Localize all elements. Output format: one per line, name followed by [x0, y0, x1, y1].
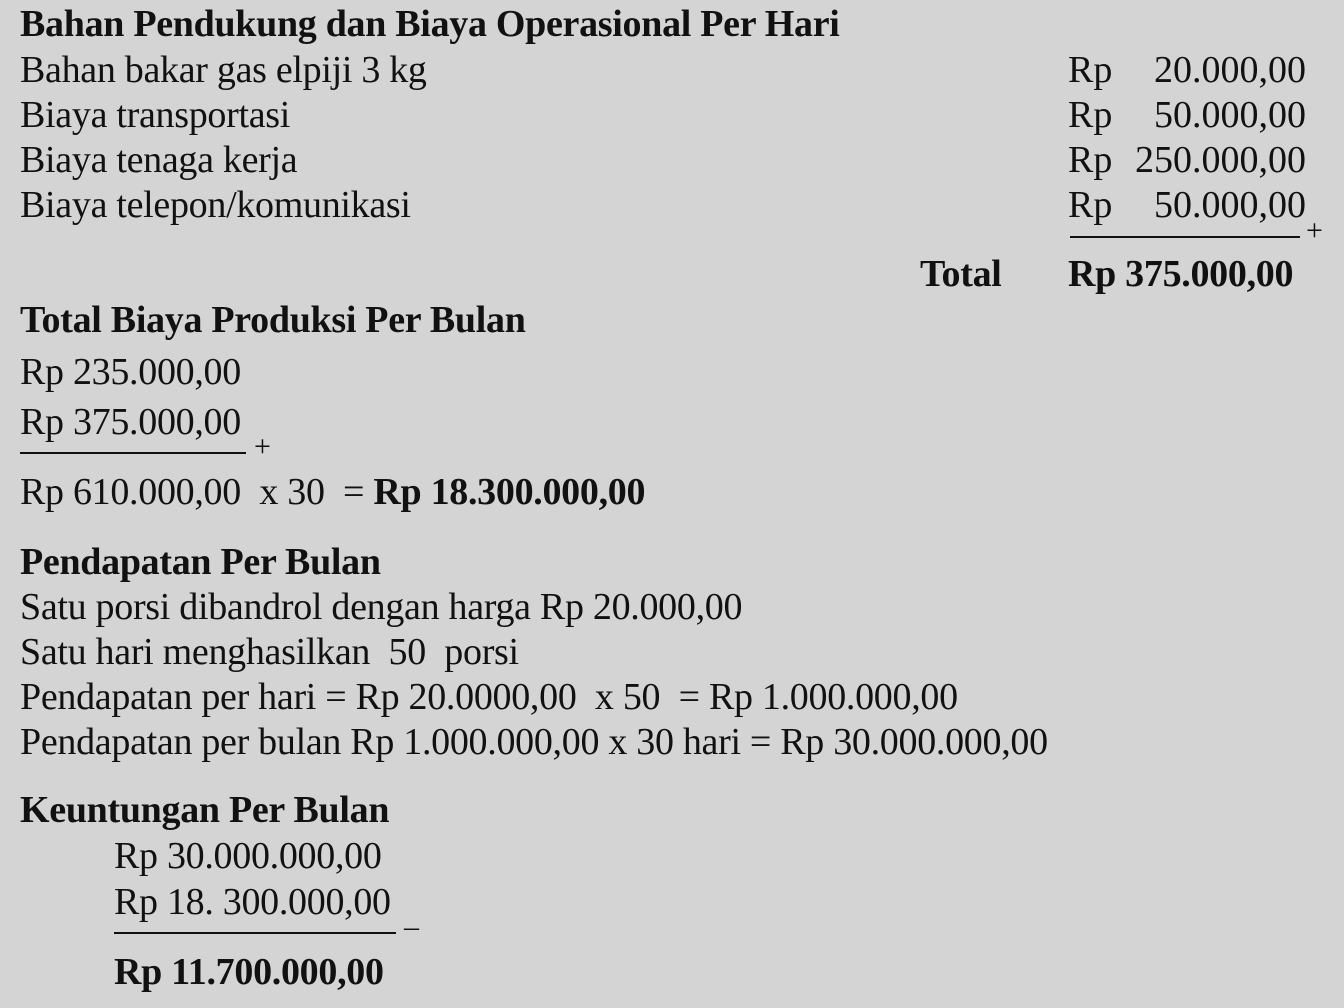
daily-item-currency: Rp — [1068, 139, 1113, 181]
profit-result: Rp 11.700.000,00 — [114, 951, 384, 993]
profit-line: Rp 18. 300.000,00 — [114, 881, 391, 923]
daily-item-currency: Rp — [1068, 94, 1113, 136]
daily-total-value: Rp 375.000,00 — [1068, 253, 1294, 295]
profit-heading: Keuntungan Per Bulan — [20, 789, 390, 831]
daily-costs-heading: Bahan Pendukung dan Biaya Operasional Per Hari — [20, 3, 840, 45]
revenue-line: Pendapatan per hari = Rp 20.0000,00 x 50 = Rp 1.000.000,00 — [20, 676, 958, 718]
daily-item-currency: Rp — [1068, 49, 1113, 91]
daily-item-amount: 250.000,00 — [1135, 139, 1306, 181]
plus-sign: + — [254, 430, 271, 463]
daily-item-label: Biaya transportasi — [20, 94, 291, 136]
daily-item-amount: 20.000,00 — [1154, 49, 1306, 91]
daily-item-label: Bahan bakar gas elpiji 3 kg — [20, 49, 427, 91]
profit-sum-rule — [114, 932, 396, 934]
revenue-line: Pendapatan per bulan Rp 1.000.000,00 x 30 hari = Rp 30.000.000,00 — [20, 721, 1048, 763]
revenue-line: Satu porsi dibandrol dengan harga Rp 20.000,00 — [20, 586, 743, 628]
production-heading: Total Biaya Produksi Per Bulan — [20, 299, 526, 341]
revenue-heading: Pendapatan Per Bulan — [20, 541, 381, 583]
daily-item-amount: 50.000,00 — [1154, 94, 1306, 136]
daily-item-label: Biaya telepon/komunikasi — [20, 184, 411, 226]
minus-sign: – — [404, 910, 419, 943]
daily-item-label: Biaya tenaga kerja — [20, 139, 298, 181]
production-result — [20, 470, 645, 514]
daily-item-amount: 50.000,00 — [1154, 184, 1306, 226]
production-line: Rp 375.000,00 — [20, 401, 241, 443]
production-line: Rp 235.000,00 — [20, 351, 241, 393]
production-sum-rule — [20, 452, 246, 454]
daily-item-currency: Rp — [1068, 184, 1113, 226]
daily-sum-rule — [1070, 236, 1300, 238]
daily-total-label: Total — [920, 253, 1002, 295]
production-result-calc: Rp 610.000,00 x 30 = — [20, 471, 374, 513]
revenue-line: Satu hari menghasilkan 50 porsi — [20, 631, 519, 673]
plus-sign: + — [1306, 214, 1323, 247]
production-result-total: Rp 18.300.000,00 — [373, 471, 646, 513]
profit-line: Rp 30.000.000,00 — [114, 835, 382, 877]
